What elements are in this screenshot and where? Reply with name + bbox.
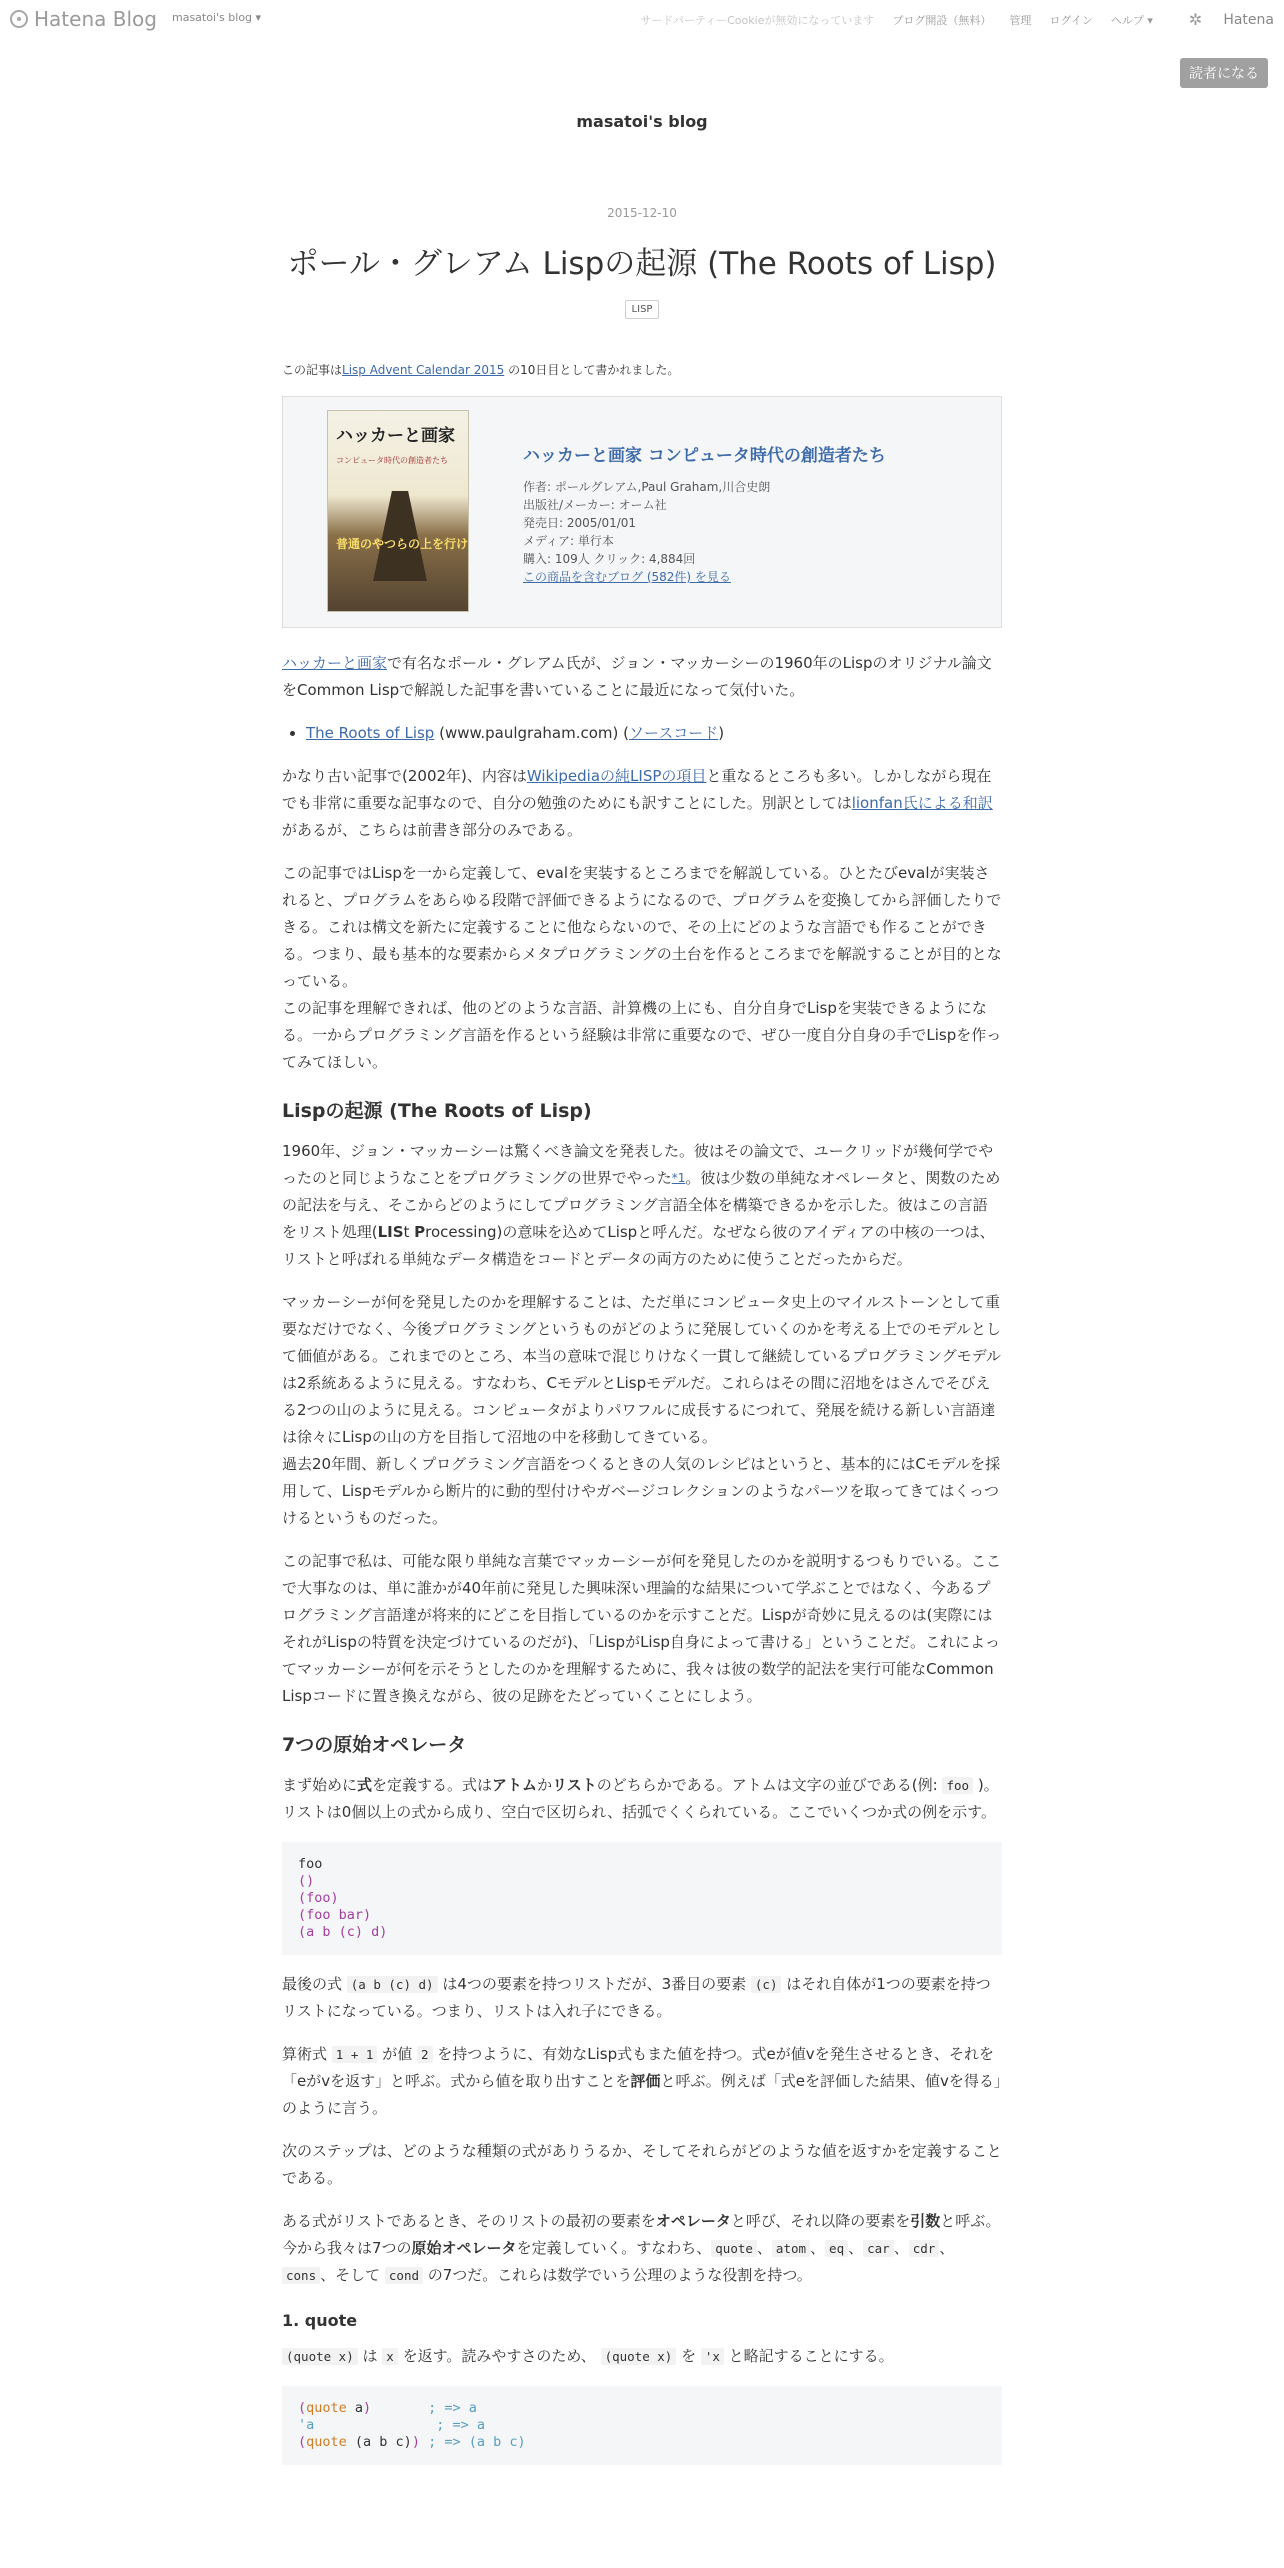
cover-title: ハッカーと画家 — [336, 426, 455, 446]
advent-calendar-link[interactable]: Lisp Advent Calendar 2015 — [342, 363, 505, 377]
code-line-5: (a b (c) d) — [298, 1924, 388, 1940]
logo-text: Hatena Blog — [34, 7, 157, 31]
product-stats: 購入: 109人 クリック: 4,884回 — [523, 552, 696, 566]
p9-code-2: 2 — [417, 2046, 433, 2063]
p11-d: を定義していく。すなわち、 — [516, 2239, 712, 2257]
p7-f: )。リストは0個以上の式から成り、空白で区切られ、括弧でくくられている。ここでいくつか式の例を示す。 — [282, 1776, 999, 1821]
p7-d: か — [537, 1776, 553, 1794]
p9-d: と呼ぶ。例えば「式eを評価した結果、値vを得る」のように言う。 — [282, 2072, 1002, 2117]
code-paren: ( — [298, 2400, 307, 2416]
p12-c: を — [676, 2347, 701, 2365]
intro-suffix: の10日目として書かれました。 — [504, 363, 680, 377]
li-end: ) — [718, 724, 725, 742]
p12-code-4: 'x — [701, 2348, 724, 2365]
section-heading-roots: Lispの起源 (The Roots of Lisp) — [282, 1100, 592, 1122]
p12-code-2: x — [382, 2348, 398, 2365]
code-line-3: (foo) — [298, 1890, 339, 1906]
list-item — [306, 720, 1002, 747]
product-publisher: 出版社/メーカー: オーム社 — [523, 498, 667, 512]
p7-code: foo — [942, 1777, 973, 1794]
p4-c: t — [403, 1223, 415, 1241]
paragraph-1 — [282, 650, 1002, 704]
code-comment: ; => a — [436, 2417, 485, 2433]
code-paren: ( — [298, 2434, 307, 2450]
p7-bold-2: アトム — [492, 1776, 538, 1794]
p11-e: の7つだ。これらは数学でいう公理のような役割を持つ。 — [423, 2266, 812, 2284]
p5-text: マッカーシーが何を発見したのかを理解することは、ただ単にコンピュータ史上のマイルストーンとして重要なだけでなく、今後プログラミングというものがどのように発展していくのかを考える上でのモデルとして価値がある。これまでのところ、本当の意味で混じりけなく一貫して継続しているプログラミングモデルは2系統あるように見える。すなわち、CモデルとLispモデルだ。これらはその間に沼地をはさんでそびえる2つの山のように見える。コンピュータがよりパワフルに成長するにつれて、発展を続ける新しい言語達は徐々にLispの山の方を目指して沼地の中を移動してきている。 — [282, 1293, 1001, 1446]
hatena-spark-icon: ✲ — [1188, 10, 1203, 29]
op-cond: cond — [385, 2267, 423, 2284]
product-title[interactable]: ハッカーと画家 コンピュータ時代の創造者たち — [523, 446, 886, 466]
hatena-blog-logo[interactable] — [10, 7, 157, 31]
p11-bold-primitive: 原始オペレータ — [411, 2239, 517, 2257]
top-bar — [0, 0, 1284, 36]
blog-selector[interactable]: masatoi's blog ▾ — [172, 11, 262, 24]
p7-e: のどちらかである。アトムは文字の並びである(例: — [596, 1776, 943, 1794]
roots-of-lisp-link[interactable]: The Roots of Lisp — [306, 724, 435, 742]
op-atom: atom — [772, 2240, 810, 2257]
p3b-text: この記事を理解できれば、他のどのような言語、計算機の上にも、自分自身でLispを実装できるようになる。一からプログラミング言語を作るという経験は非常に重要なので、ぜひ一度自分自身の手でLispを作ってみてほしい。 — [282, 999, 1002, 1071]
li-mid: (www.paulgraham.com) ( — [434, 724, 629, 742]
cookie-notice: サードパーティーCookieが無効になっています — [640, 13, 875, 27]
p9-c: を持つように、有効なLisp式もまた値を持つ。式eが値vを発生させるとき、それを「eがvを返す」と呼ぶ。式から値を取り出すことを — [282, 2045, 995, 2090]
code-paren: ) — [363, 2400, 372, 2416]
category-tag[interactable]: LISP — [625, 300, 660, 319]
p12-d: と略記することにする。 — [723, 2347, 894, 2365]
top-nav — [622, 10, 1274, 29]
product-info — [523, 443, 886, 586]
code-line-4: (foo bar) — [298, 1907, 372, 1923]
code-line-1: foo — [298, 1856, 323, 1872]
op-eq: eq — [825, 2240, 848, 2257]
p8-code-2: (c) — [751, 1976, 782, 1993]
p12-code-3: (quote x) — [601, 2348, 677, 2365]
sep: 、 — [756, 2239, 772, 2257]
paragraph-7 — [282, 1772, 1002, 1826]
p4-bold-p: P — [414, 1223, 426, 1241]
code-line-2: () — [298, 1873, 315, 1889]
entry-date[interactable]: 2015-12-10 — [607, 206, 677, 220]
code-paren: ) — [411, 2434, 420, 2450]
sep: 、 — [893, 2239, 909, 2257]
hatena-logo-icon — [10, 10, 28, 28]
subscribe-button[interactable]: 読者になる — [1180, 58, 1268, 88]
paragraph-11 — [282, 2208, 1002, 2289]
blog-title[interactable]: masatoi's blog — [576, 112, 708, 131]
paragraph-4 — [282, 1138, 1002, 1273]
entry-title[interactable]: ポール・グレアム Lispの起源 (The Roots of Lisp) — [287, 246, 997, 282]
p11-bold-operator: オペレータ — [655, 2212, 731, 2230]
code-keyword: quote — [306, 2434, 347, 2450]
p8-code-1: (a b (c) d) — [347, 1976, 438, 1993]
code-block-quote — [282, 2386, 1002, 2465]
p2-b: と重なるところも多い。しかしながら現在でも非常に重要な記事なので、自分の勉強のためにも訳すことにした。別訳としては — [282, 767, 992, 812]
p1-text: で有名なポール・グレアム氏が、ジョン・マッカーシーの1960年のLispのオリジナル論文をCommon Lispで解説した記事を書いていることに最近になって気付いた。 — [282, 654, 992, 699]
p11-a: ある式がリストであるとき、そのリストの最初の要素を — [282, 2212, 656, 2230]
paragraph-9 — [282, 2041, 1002, 2122]
paragraph-6: この記事で私は、可能な限り単純な言葉でマッカーシーが何を発見したのかを説明するつもりでいる。ここで大事なのは、単に誰かが40年前に発見した興味深い理論的な結果について学ぶことではなく、今あるプログラミング言語達が将来的にどこを目指しているのかを示すことだ。Lispが奇妙に見えるのは(実際にはそれがLispの特質を決定づけているのだが)、「LispがLisp自身によって書ける」ということだ。これによってマッカーシーが何を示そうとしたのかを理解するために、我々は彼の数学的記法を実行可能なCommon Lispコードに置き換えながら、彼の足跡をたどっていくことにしよう。 — [282, 1552, 1001, 1705]
code-quote-mark: ' — [298, 2417, 307, 2433]
op-cons: cons — [282, 2267, 320, 2284]
reference-list — [282, 720, 1002, 747]
p2-c: があるが、こちらは前書き部分のみである。 — [282, 821, 583, 839]
p7-a: まず始めに — [282, 1776, 358, 1794]
hatena-label: Hatena — [1223, 11, 1274, 28]
hackers-painters-link[interactable]: ハッカーと画家 — [282, 654, 388, 672]
sep: 、 — [848, 2239, 864, 2257]
intro-prefix: この記事は — [282, 363, 343, 377]
paragraph-10: 次のステップは、どのような種類の式がありうるか、そしてそれらがどのような値を返すかを定義することである。 — [282, 2142, 1002, 2187]
p4-b: 。彼は少数の単純なオペレータと、関数のための記法を与え、そこからどのようにしてプログラミング言語全体を構築できるかを示した。彼はこの言語をリスト処理( — [282, 1169, 1001, 1241]
paragraph-12 — [282, 2343, 1002, 2370]
source-code-link[interactable]: ソースコード — [629, 724, 719, 742]
book-cover-image[interactable] — [327, 410, 469, 612]
p5b-text: 過去20年間、新しくプログラミング言語をつくるときの人気のレシピはというと、基本的にはCモデルを採用して、Lispモデルから断片的に動的型付けやガベージコレクションのようなパーツを取ってきてはくっつけるというものだった。 — [282, 1455, 1001, 1527]
p12-a: は — [357, 2347, 383, 2365]
p11-bold-args: 引数 — [910, 2212, 941, 2230]
admin-link[interactable]: 管理 — [1009, 13, 1032, 27]
p9-b: が値 — [377, 2045, 417, 2063]
p2-a: かなり古い記事で(2002年)、内容は — [282, 767, 527, 785]
product-author: 作者: ポールグレアム,Paul Graham,川合史朗 — [523, 480, 771, 494]
code-comment: ; => a — [428, 2400, 477, 2416]
p7-c: を定義する。式は — [372, 1776, 493, 1794]
p4-a: 1960年、ジョン・マッカーシーは驚くべき論文を発表した。彼はその論文で、ユークリッドが幾何学でやったのと同じようなことをプログラミングの世界でやった — [282, 1142, 994, 1187]
paragraph-8 — [282, 1971, 1002, 2025]
paragraph-2 — [282, 763, 1002, 844]
entry-content — [282, 360, 1002, 2481]
soshite: 、そして — [320, 2266, 385, 2284]
category-row — [0, 297, 1284, 319]
p9-a: 算術式 — [282, 2045, 332, 2063]
p12-b: を返す。読みやすさのため、 — [397, 2347, 601, 2365]
paragraph-5 — [282, 1289, 1002, 1532]
p8-b: は4つの要素を持つリストだが、3番目の要素 — [437, 1975, 751, 1993]
code-comment: ; => (a b c) — [428, 2434, 526, 2450]
code-keyword: quote — [306, 2400, 347, 2416]
p12-code-1: (quote x) — [282, 2348, 358, 2365]
op-quote: quote — [711, 2240, 757, 2257]
cover-band: 普通のやつらの上を行け — [336, 537, 469, 551]
paragraph-3 — [282, 860, 1002, 1076]
product-media: メディア: 単行本 — [523, 534, 614, 548]
p8-a: 最後の式 — [282, 1975, 347, 1993]
help-menu[interactable]: ヘルプ ▾ — [1110, 13, 1153, 27]
p11-c: と呼ぶ。今から我々は7つの — [282, 2212, 1001, 2257]
sep: 、 — [810, 2239, 826, 2257]
hatena-link[interactable] — [1171, 10, 1274, 29]
related-blogs-link[interactable]: この商品を含むブログ (582件) を見る — [523, 570, 731, 584]
wikipedia-link[interactable]: Wikipediaの純LISPの項目 — [526, 767, 707, 785]
footnote-link[interactable]: *1 — [671, 1171, 686, 1185]
p4-d: rocessing)の意味を込めてLispと呼んだ。なぜなら彼のアイディアの中核の一つは、リストと呼ばれる単純なデータ構造をコードとデータの両方のために使うことだったからだ。 — [282, 1223, 995, 1268]
cover-subtitle: コンピュータ時代の創造者たち — [336, 456, 448, 465]
subheading-quote: 1. quote — [282, 2311, 358, 2330]
section-heading-operators: 7つの原始オペレータ — [282, 1734, 467, 1756]
p3-text: この記事ではLispを一から定義して、evalを実装するところまでを解説している。ひとたびevalが実装されると、プログラムをあらゆる段階で評価できるようになるので、プログラムを変換してから評価したりできる。これは構文を新たに定義することに他ならないので、その上にどのような言語でも作ることができる。つまり、最も基本的な要素からメタプログラミングの土台を作るところまでを解説することが目的となっている。 — [282, 864, 1002, 990]
code-arg: a — [346, 2400, 364, 2416]
code-block-expressions — [282, 1842, 1002, 1955]
p4-bold-lis: LIS — [377, 1223, 404, 1241]
op-car: car — [863, 2240, 894, 2257]
product-release: 発売日: 2005/01/01 — [523, 516, 637, 530]
p7-bold-1: 式 — [357, 1776, 373, 1794]
p7-bold-3: リスト — [552, 1776, 597, 1794]
login-link[interactable]: ログイン — [1049, 13, 1093, 27]
intro-text — [282, 360, 1002, 380]
sep: 、 — [939, 2239, 955, 2257]
op-cdr: cdr — [909, 2240, 940, 2257]
open-blog-link[interactable]: ブログ開設（無料） — [892, 13, 992, 27]
p9-bold: 評価 — [630, 2072, 661, 2090]
amazon-product-card — [282, 396, 1002, 628]
p8-c: はそれ自体が1つの要素を持つリストになっている。つまり、リストは入れ子にできる。 — [282, 1975, 991, 2020]
p11-b: と呼び、それ以降の要素を — [730, 2212, 911, 2230]
lionfan-link[interactable]: lionfan氏による和訳 — [851, 794, 993, 812]
code-arg: (a b c) — [346, 2434, 412, 2450]
code-arg: a — [306, 2417, 315, 2433]
p9-code-1: 1 + 1 — [332, 2046, 378, 2063]
